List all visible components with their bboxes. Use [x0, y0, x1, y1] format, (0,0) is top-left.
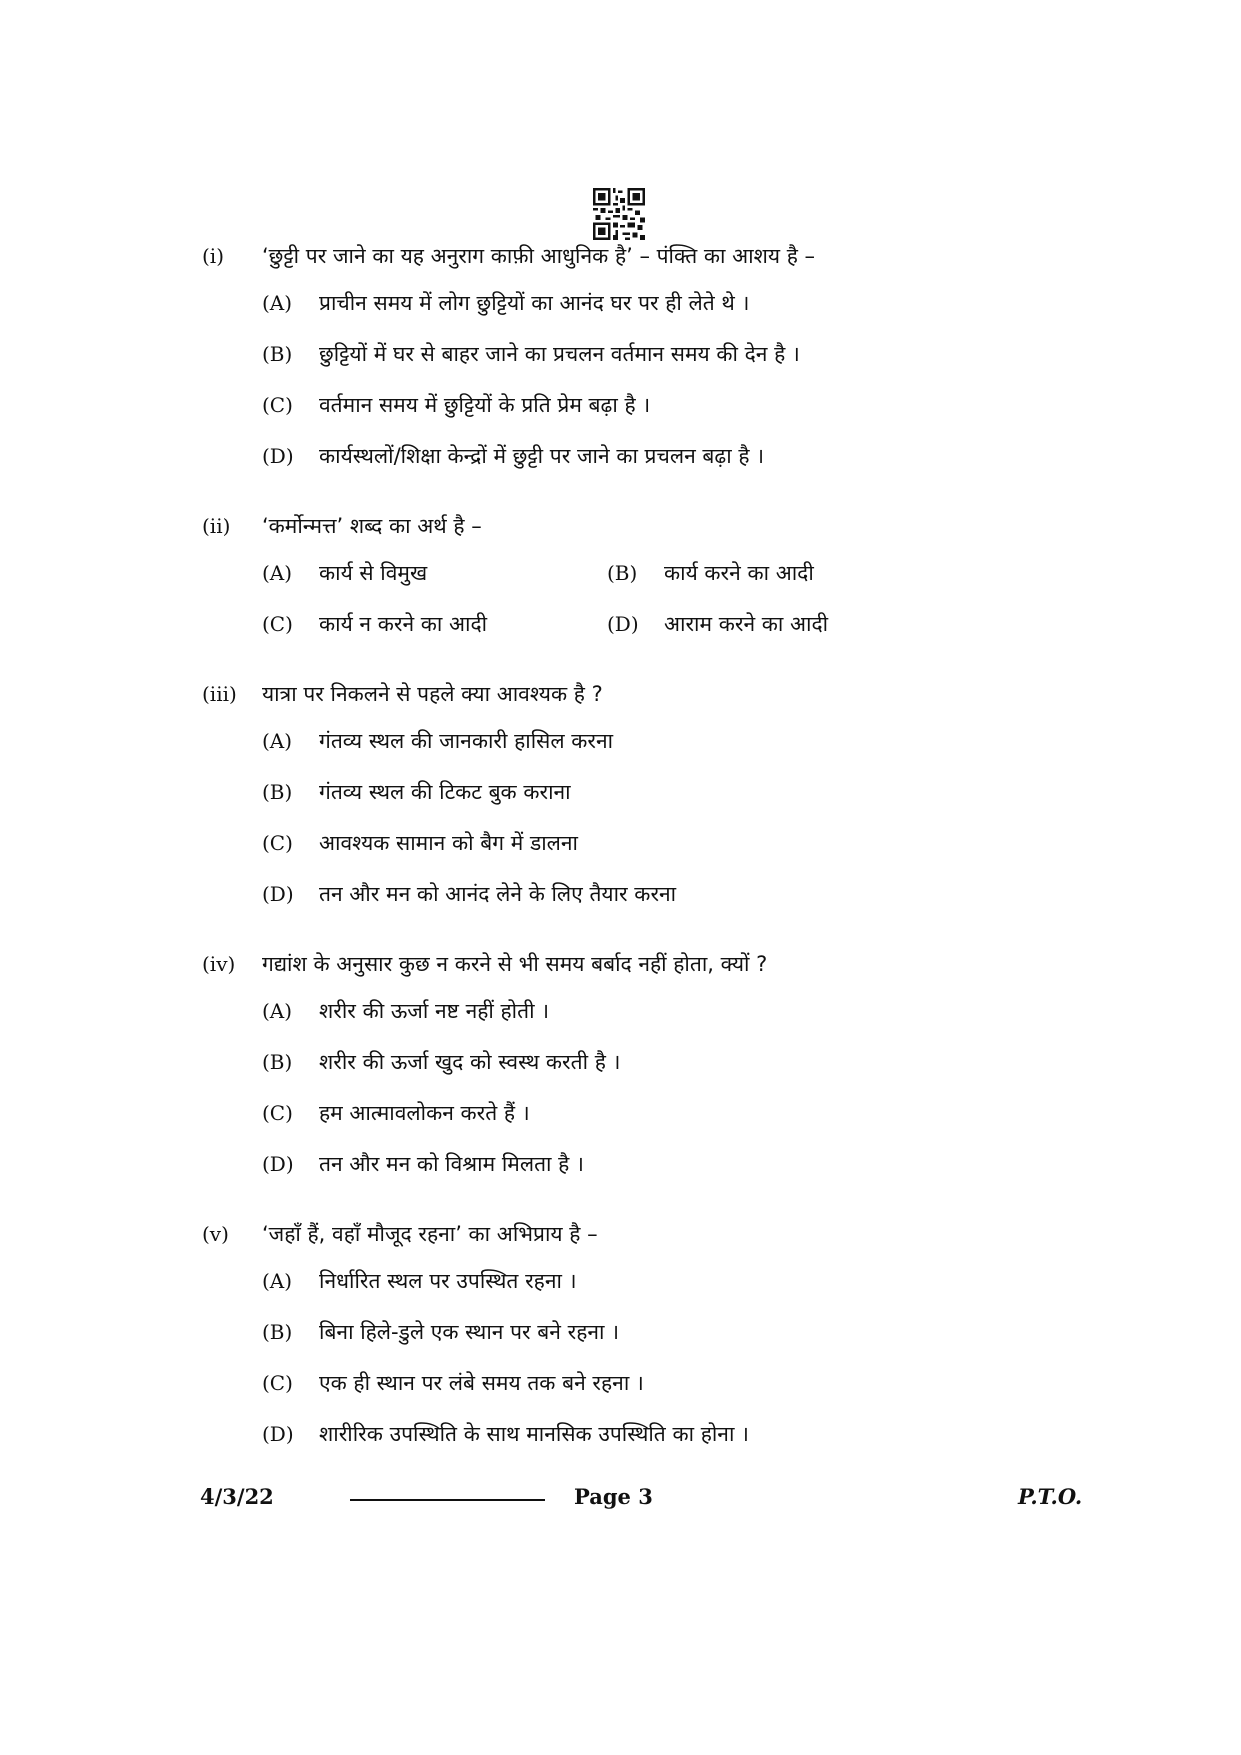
question-text: ‘कर्मोन्मत्त’ शब्द का अर्थ है – — [262, 514, 482, 538]
option-letter: (C) — [262, 1371, 293, 1395]
option-letter: (A) — [262, 1269, 293, 1293]
question-stem — [202, 1220, 982, 1252]
option-d — [607, 610, 952, 646]
option-c — [202, 1084, 982, 1135]
question-number: (iii) — [202, 682, 237, 706]
option-a — [202, 712, 982, 763]
option-text: बिना हिले-डुले एक स्थान पर बने रहना । — [319, 1320, 620, 1344]
option-b — [202, 1303, 982, 1354]
option-row — [202, 595, 982, 646]
option-c — [202, 814, 982, 865]
option-text: तन और मन को विश्राम मिलता है । — [319, 1152, 584, 1176]
question-stem — [202, 242, 982, 274]
question-number: (i) — [202, 244, 225, 268]
option-letter: (A) — [262, 999, 293, 1023]
option-c — [262, 610, 607, 646]
option-text: आवश्यक सामान को बैग में डालना — [319, 831, 578, 855]
option-text: कार्य करने का आदी — [664, 561, 814, 585]
question-stem — [202, 680, 982, 712]
question-number: (iv) — [202, 952, 236, 976]
question-4 — [202, 950, 982, 1186]
question-stem — [202, 950, 982, 982]
question-3 — [202, 680, 982, 916]
option-d — [202, 427, 982, 478]
question-number: (ii) — [202, 514, 231, 538]
pto-label: P.T.O. — [1018, 1484, 1083, 1509]
option-a — [202, 274, 982, 325]
option-letter: (C) — [262, 1101, 293, 1125]
option-letter: (D) — [607, 612, 639, 636]
question-2 — [202, 512, 982, 646]
option-a — [202, 982, 982, 1033]
option-b — [202, 763, 982, 814]
option-text: प्राचीन समय में लोग छुट्टियों का आनंद घर पर ही लेते थे । — [319, 291, 750, 315]
option-text: निर्धारित स्थल पर उपस्थित रहना । — [319, 1269, 577, 1293]
option-d — [202, 1405, 982, 1456]
option-letter: (D) — [262, 444, 294, 468]
option-letter: (B) — [262, 780, 293, 804]
option-b — [202, 1033, 982, 1084]
option-text: कार्य न करने का आदी — [319, 612, 488, 636]
option-text: गंतव्य स्थल की टिकट बुक कराना — [319, 780, 571, 804]
option-letter: (C) — [262, 831, 293, 855]
option-a — [202, 1252, 982, 1303]
option-text: छुट्टियों में घर से बाहर जाने का प्रचलन वर्तमान समय की देन है । — [319, 342, 800, 366]
option-letter: (A) — [262, 291, 293, 315]
option-b — [607, 559, 952, 595]
footer-divider — [350, 1499, 545, 1501]
page-number: Page 3 — [574, 1484, 653, 1509]
option-row — [202, 544, 982, 595]
question-text: ‘जहाँ हैं, वहाँ मौजूद रहना’ का अभिप्राय है – — [262, 1222, 598, 1246]
option-text: वर्तमान समय में छुट्टियों के प्रति प्रेम बढ़ा है । — [319, 393, 651, 417]
option-c — [202, 1354, 982, 1405]
question-text: ‘छुट्टी पर जाने का यह अनुराग काफ़ी आधुनिक है’ – पंक्ति का आशय है – — [262, 244, 816, 268]
option-text: एक ही स्थान पर लंबे समय तक बने रहना । — [319, 1371, 644, 1395]
option-letter: (D) — [262, 1422, 294, 1446]
option-letter: (D) — [262, 1152, 294, 1176]
option-text: तन और मन को आनंद लेने के लिए तैयार करना — [319, 882, 677, 906]
option-text: गंतव्य स्थल की जानकारी हासिल करना — [319, 729, 614, 753]
paper-code: 4/3/22 — [200, 1484, 274, 1509]
option-text: शारीरिक उपस्थिति के साथ मानसिक उपस्थिति का होना । — [319, 1422, 750, 1446]
option-letter: (B) — [607, 561, 638, 585]
option-text: शरीर की ऊर्जा नष्ट नहीं होती । — [319, 999, 550, 1023]
qr-code-icon — [593, 188, 645, 240]
option-letter: (B) — [262, 1320, 293, 1344]
option-letter: (D) — [262, 882, 294, 906]
question-5 — [202, 1220, 982, 1456]
option-a — [262, 559, 607, 595]
option-b — [202, 325, 982, 376]
option-d — [202, 1135, 982, 1186]
option-letter: (B) — [262, 342, 293, 366]
question-text: गद्यांश के अनुसार कुछ न करने से भी समय बर्बाद नहीं होता, क्यों ? — [262, 952, 768, 976]
page-footer — [0, 1480, 1241, 1516]
question-stem — [202, 512, 982, 544]
option-text: कार्य से विमुख — [319, 561, 428, 585]
option-c — [202, 376, 982, 427]
question-number: (v) — [202, 1222, 229, 1246]
option-letter: (C) — [262, 393, 293, 417]
question-text: यात्रा पर निकलने से पहले क्या आवश्यक है ? — [262, 682, 603, 706]
option-letter: (C) — [262, 612, 293, 636]
option-text: आराम करने का आदी — [664, 612, 829, 636]
option-letter: (A) — [262, 729, 293, 753]
option-text: कार्यस्थलों/शिक्षा केन्द्रों में छुट्टी पर जाने का प्रचलन बढ़ा है । — [319, 444, 765, 468]
option-letter: (A) — [262, 561, 293, 585]
option-letter: (B) — [262, 1050, 293, 1074]
option-text: हम आत्मावलोकन करते हैं । — [319, 1101, 530, 1125]
option-text: शरीर की ऊर्जा खुद को स्वस्थ करती है । — [319, 1050, 621, 1074]
option-d — [202, 865, 982, 916]
question-1 — [202, 242, 982, 478]
